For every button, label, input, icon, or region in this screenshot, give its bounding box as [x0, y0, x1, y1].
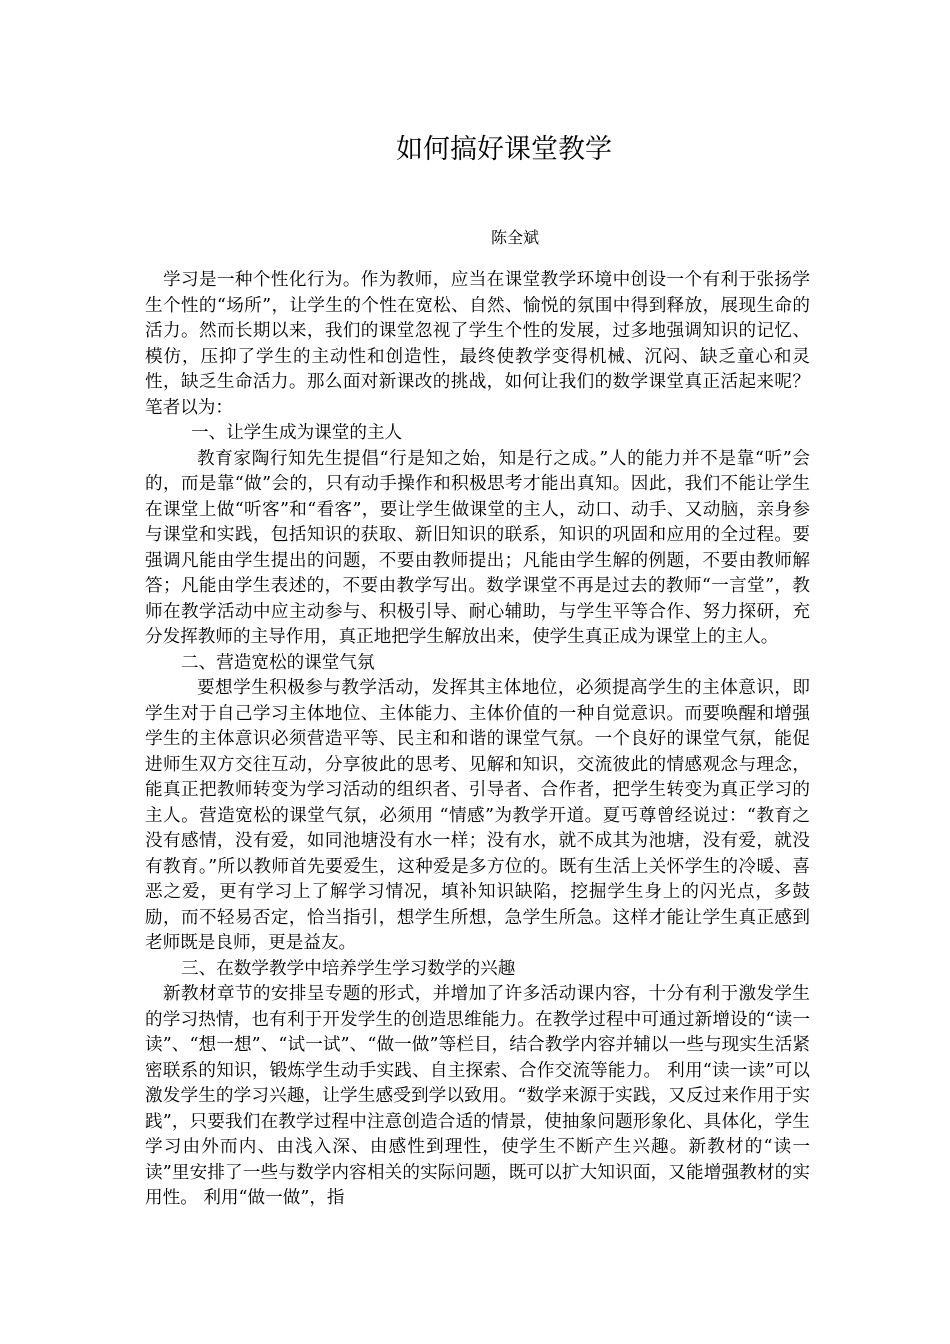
- section-paragraph-3: 新教材章节的安排呈专题的形式，并增加了许多活动课内容，十分有利于激发学生的学习热情，也有利于开发学生的创造思维能力。在教学过程中可通过新增设的“读一读”、“想一想”、“试一试”、“做一做”等栏目，结合教学内容并辅以一些与现实生活紧密联系的知识，锻炼学生动手实践、自主探索、合作交流等能力。 利用“读一读”可以激发学生的学习兴趣，让学生感受到学以致用。“数学来源于实践，又反过来作用于实践”，只要我们在教学过程中注意创造合适的情景，使抽象问题形象化、具体化，学生学习由外而内、由浅入深、由感性到理性，使学生不断产生兴趣。新教材的“读一读”里安排了一些与数学内容相关的实际问题，既可以扩大知识面，又能增强教材的实用性。 利用“做一做”，指: [145, 984, 810, 1208]
- intro-paragraph: 学习是一种个性化行为。作为教师，应当在课堂教学环境中创设一个有利于张扬学生个性的“场所”，让学生的个性在宽松、自然、愉悦的氛围中得到释放，展现生命的活力。然而长期以来，我们的课堂忽视了学生个性的发展，过多地强调知识的记忆、模仿，压抑了学生的主动性和创造性，最终使教学变得机械、沉闷、缺乏童心和灵性，缺乏生命活力。那么面对新课改的挑战，如何让我们的数学课堂真正活起来呢？笔者以为：: [145, 270, 810, 418]
- section-heading-3: 三、在数学教学中培养学生学习数学的兴趣: [181, 958, 516, 979]
- section-paragraph-2: 要想学生积极参与教学活动，发挥其主体地位，必须提高学生的主体意识，即学生对于自己学习主体地位、主体能力、主体价值的一种自觉意识。而要唤醒和增强学生的主体意识必须营造平等、民主和和谐的课堂气氛。一个良好的课堂气氛，能促进师生双方交往互动，分享彼此的思考、见解和知识，交流彼此的情感观念与理念，能真正把教师转变为学习活动的组织者、引导者、合作者，把学生转变为真正学习的主人。营造宽松的课堂气氛，必须用 “情感”为教学开道。夏丐尊曾经说过：“教育之没有感情，没有爱，如同池塘没有水一样；没有水，就不成其为池塘，没有爱，就没有教育。”所以教师首先要爱生，这种爱是多方位的。既有生活上关怀学生的冷暖、喜恶之爱，更有学习上了解学习情况，填补知识缺陷，挖掘学生身上的闪光点，多鼓励，而不轻易否定，恰当指引，想学生所想，急学生所急。这样才能让学生真正感到老师既是良师，更是益友。: [145, 678, 810, 953]
- document-body: [145, 268, 810, 1212]
- document-author: 陈全斌: [490, 228, 539, 247]
- document-title: 如何搞好课堂教学: [396, 134, 612, 165]
- section-heading-1: 一、让学生成为课堂的主人: [191, 423, 403, 443]
- section-heading-2: 二、营造宽松的课堂气氛: [181, 652, 375, 673]
- section-paragraph-1: 教育家陶行知先生提倡“行是知之始，知是行之成。”人的能力并不是靠“听”会的，而是靠“做”会的，只有动手操作和积极思考才能出真知。因此，我们不能让学生在课堂上做“听客”和“看客”，要让学生做课堂的主人，动口、动手、又动脑，亲身参与课堂和实践，包括知识的获取、新旧知识的联系，知识的巩固和应用的全过程。要强调凡能由学生提出的问题，不要由教师提出；凡能由学生解的例题，不要由教师解答；凡能由学生表述的，不要由教学写出。数学课堂不再是过去的教师“一言堂”，教师在教学活动中应主动参与、积极引导、耐心辅助，与学生平等合作、努力探研，充分发挥教师的主导作用，真正地把学生解放出来，使学生真正成为课堂上的主人。: [145, 448, 810, 647]
